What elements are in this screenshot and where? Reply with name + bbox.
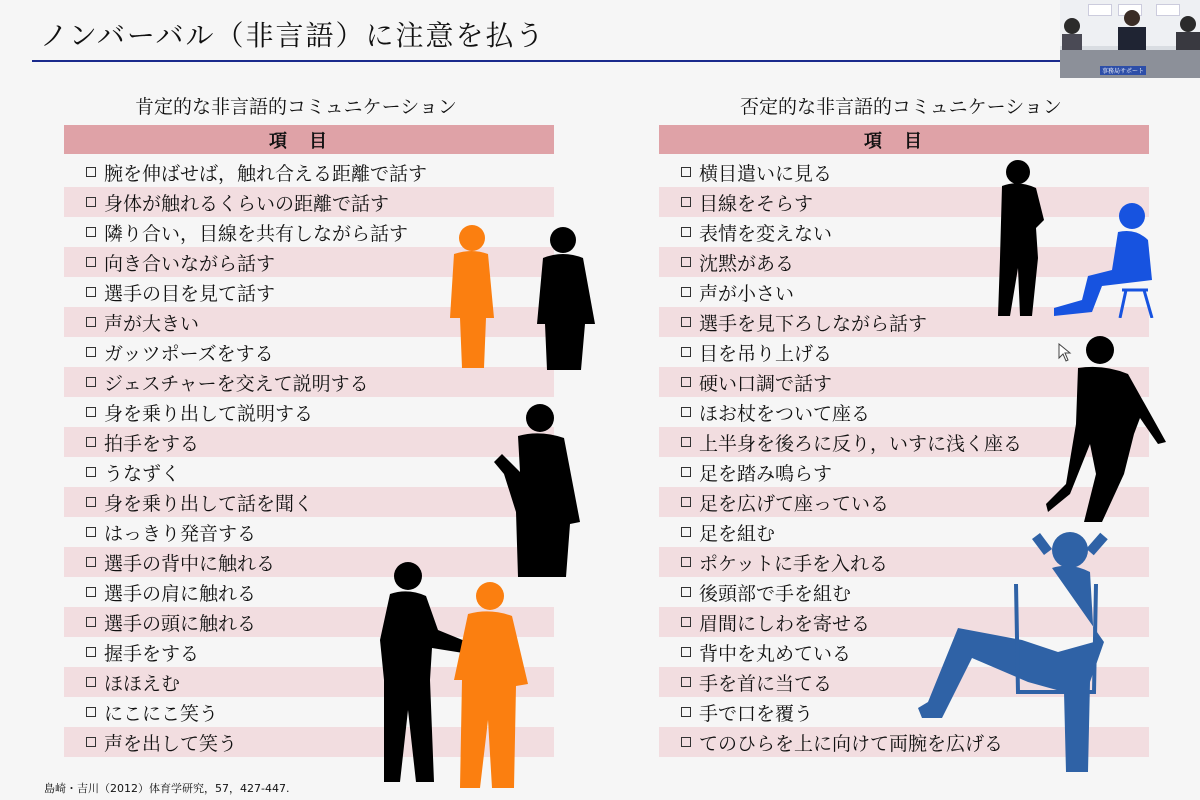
- item-label: うなずく: [104, 462, 181, 485]
- item-label: 表情を変えない: [699, 222, 833, 245]
- item-label: 手を首に当てる: [699, 672, 833, 695]
- checkbox-icon: [86, 527, 96, 537]
- reclining-person-in-chair-silhouette: [918, 522, 1132, 780]
- checkbox-icon: [86, 287, 96, 297]
- item-label: 後頭部で手を組む: [699, 582, 852, 605]
- checkbox-icon: [86, 197, 96, 207]
- item-label: 横目遣いに見る: [699, 162, 833, 185]
- citation: 島崎・吉川（2012）体育学研究，57，427-447.: [44, 782, 290, 795]
- orange-person-silhouette: [440, 222, 502, 372]
- checkbox-icon: [86, 467, 96, 477]
- cursor-arrow-icon: [1058, 343, 1072, 363]
- item-label: 拍手をする: [104, 432, 200, 455]
- checkbox-icon: [681, 587, 691, 597]
- checkbox-icon: [681, 437, 691, 447]
- item-label: ほほえむ: [104, 672, 181, 695]
- item-label: 身体が触れるくらいの距離で話す: [104, 192, 390, 215]
- item-label: 向き合いながら話す: [104, 252, 276, 275]
- checkbox-icon: [86, 317, 96, 327]
- item-label: 選手の背中に触れる: [104, 552, 276, 575]
- positive-table-header: 項目: [64, 125, 554, 154]
- checkbox-icon: [681, 167, 691, 177]
- list-item: [64, 157, 554, 187]
- standing-arms-crossed-silhouette: [996, 158, 1048, 318]
- item-label: 選手の目を見て話す: [104, 282, 276, 305]
- list-item: [64, 517, 554, 547]
- list-item: [659, 157, 1149, 187]
- list-item: [64, 397, 554, 427]
- checkbox-icon: [681, 287, 691, 297]
- item-label: ポケットに手を入れる: [699, 552, 889, 575]
- item-label: 隣り合い，目線を共有しながら話す: [104, 222, 409, 245]
- video-label: 事務局サポート: [1102, 68, 1145, 75]
- item-label: ガッツポーズをする: [104, 342, 274, 365]
- item-label: はっきり発音する: [104, 522, 257, 545]
- checkbox-icon: [86, 257, 96, 267]
- item-label: 足を組む: [699, 522, 776, 545]
- item-label: てのひらを上に向けて両腕を広げる: [699, 732, 1004, 755]
- slide-title: ノンバーバル（非言語）に注意を払う: [40, 19, 546, 52]
- item-label: 選手の肩に触れる: [104, 582, 257, 605]
- checkbox-icon: [681, 257, 691, 267]
- item-label: ほお杖をついて座る: [699, 402, 871, 425]
- checkbox-icon: [681, 377, 691, 387]
- checkbox-icon: [681, 557, 691, 567]
- checkbox-icon: [86, 407, 96, 417]
- checkbox-icon: [86, 377, 96, 387]
- checkbox-icon: [681, 527, 691, 537]
- checkbox-icon: [86, 617, 96, 627]
- checkbox-icon: [681, 707, 691, 717]
- item-label: 選手の頭に触れる: [104, 612, 257, 635]
- item-label: にこにこ笑う: [104, 702, 219, 725]
- item-label: 選手を見下ろしながら話す: [699, 312, 928, 335]
- checkbox-icon: [681, 197, 691, 207]
- item-label: 沈黙がある: [699, 252, 795, 275]
- item-label: 身を乗り出して話を聞く: [104, 492, 314, 515]
- checkbox-icon: [681, 677, 691, 687]
- checkbox-icon: [86, 557, 96, 567]
- negative-table-header: 項目: [659, 125, 1149, 154]
- item-label: 腕を伸ばせば，触れ合える距離で話す: [104, 162, 428, 185]
- blue-seated-person-silhouette: [1052, 200, 1156, 318]
- checkbox-icon: [681, 647, 691, 657]
- item-label: 声が大きい: [104, 312, 200, 335]
- list-item: [64, 427, 554, 457]
- checkbox-icon: [681, 497, 691, 507]
- checkbox-icon: [86, 437, 96, 447]
- checkbox-icon: [681, 407, 691, 417]
- item-label: 足を広げて座っている: [699, 492, 890, 515]
- checkbox-icon: [86, 587, 96, 597]
- list-item: [64, 457, 554, 487]
- gesturing-person-silhouette: [490, 402, 586, 577]
- item-label: ジェスチャーを交えて説明する: [104, 372, 369, 395]
- positive-heading: 肯定的な非言語的コミュニケーション: [135, 96, 457, 118]
- item-label: 声が小さい: [699, 282, 795, 305]
- checkbox-icon: [681, 737, 691, 747]
- checkbox-icon: [86, 677, 96, 687]
- checkbox-icon: [681, 347, 691, 357]
- checkbox-icon: [681, 467, 691, 477]
- checkbox-icon: [681, 227, 691, 237]
- item-label: 硬い口調で話す: [699, 372, 833, 395]
- checkbox-icon: [86, 347, 96, 357]
- item-label: 上半身を後ろに反り，いすに浅く座る: [699, 432, 1023, 455]
- item-label: 握手をする: [104, 642, 200, 665]
- checkbox-icon: [86, 167, 96, 177]
- item-label: 足を踏み鳴らす: [699, 462, 833, 485]
- checkbox-icon: [86, 497, 96, 507]
- checkbox-icon: [86, 707, 96, 717]
- title-rule: [32, 60, 1072, 62]
- checkbox-icon: [681, 617, 691, 627]
- item-label: 手で口を覆う: [699, 702, 814, 725]
- black-person-silhouette: [533, 224, 601, 370]
- checkbox-icon: [681, 317, 691, 327]
- item-label: 身を乗り出して説明する: [104, 402, 314, 425]
- checkbox-icon: [86, 647, 96, 657]
- list-item: [64, 487, 554, 517]
- list-item: [64, 187, 554, 217]
- checkbox-icon: [86, 227, 96, 237]
- item-label: 眉間にしわを寄せる: [699, 612, 871, 635]
- orange-person-touched-silhouette: [452, 580, 532, 790]
- checkbox-icon: [86, 737, 96, 747]
- item-label: 声を出して笑う: [104, 732, 238, 755]
- video-thumbnail[interactable]: [1060, 0, 1200, 78]
- item-label: 目を吊り上げる: [699, 342, 833, 365]
- item-label: 目線をそらす: [699, 192, 814, 215]
- negative-heading: 否定的な非言語的コミュニケーション: [740, 96, 1062, 118]
- item-label: 背中を丸めている: [699, 642, 852, 665]
